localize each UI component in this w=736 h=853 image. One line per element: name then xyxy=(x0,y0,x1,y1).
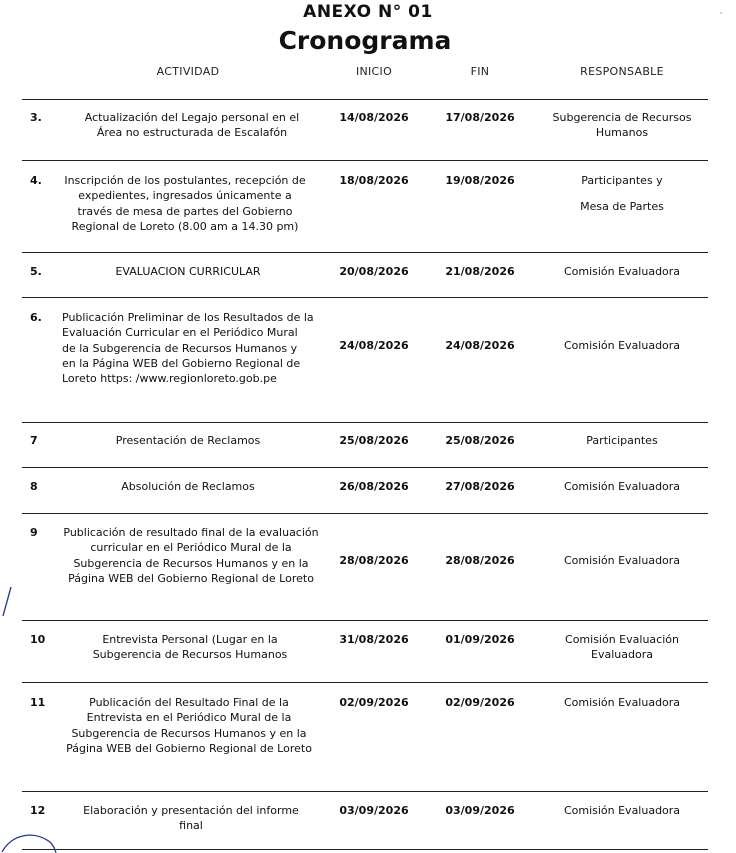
row-responsible: Comisión Evaluadora xyxy=(563,554,681,567)
row-end-date: 21/08/2026 xyxy=(445,265,515,278)
row-responsible-line-2: Mesa de Partes xyxy=(580,200,664,213)
column-header-fin: FIN xyxy=(470,65,490,78)
row-number: 10 xyxy=(30,633,46,646)
row-end-date: 27/08/2026 xyxy=(445,480,515,493)
row-responsible: Comisión Evaluadora xyxy=(563,696,681,709)
row-start-date: 03/09/2026 xyxy=(339,804,409,817)
row-start-date: 25/08/2026 xyxy=(339,434,409,447)
table-divider xyxy=(22,682,708,683)
page-title: Cronograma xyxy=(278,26,452,55)
table-divider xyxy=(22,160,708,161)
row-activity: Absolución de Reclamos xyxy=(121,480,255,493)
column-header-responsable: RESPONSABLE xyxy=(580,65,664,78)
row-responsible: Comisión Evaluadora xyxy=(563,265,681,278)
table-divider xyxy=(22,620,708,621)
row-responsible: Comisión Evaluadora xyxy=(563,480,681,493)
table-divider xyxy=(22,849,708,850)
row-activity: EVALUACION CURRICULAR xyxy=(115,265,261,278)
row-number: 11 xyxy=(30,696,46,709)
row-activity: Entrevista Personal (Lugar en la Subgerencia de Recursos Humanos xyxy=(92,633,288,662)
table-divider xyxy=(22,252,708,253)
row-responsible: Participantes xyxy=(586,434,658,447)
row-end-date: 03/09/2026 xyxy=(445,804,515,817)
annex-heading: ANEXO N° 01 xyxy=(303,2,433,22)
row-number: 12 xyxy=(30,804,46,817)
table-divider xyxy=(22,513,708,514)
row-responsible: Subgerencia de Recursos Humanos xyxy=(552,111,692,140)
row-start-date: 24/08/2026 xyxy=(339,339,409,352)
row-end-date: 28/08/2026 xyxy=(445,554,515,567)
row-activity: Publicación de resultado final de la evaluación curricular en el Periódico Mural de la Subgerencia de Recursos Humanos y en la Página WEB del Gobierno Regional de Loreto xyxy=(63,526,319,585)
row-start-date: 20/08/2026 xyxy=(339,265,409,278)
row-responsible: Comisión Evaluación Evaluadora xyxy=(565,633,679,662)
row-activity: Presentación de Reclamos xyxy=(115,434,261,447)
table-divider xyxy=(22,791,708,792)
row-end-date: 25/08/2026 xyxy=(445,434,515,447)
row-activity: Elaboración y presentación del informe final xyxy=(83,804,299,833)
column-header-inicio: INICIO xyxy=(355,65,393,78)
row-end-date: 01/09/2026 xyxy=(445,633,515,646)
row-end-date: 24/08/2026 xyxy=(445,339,515,352)
scan-speck xyxy=(716,8,726,18)
row-number: 4. xyxy=(30,174,42,187)
row-activity: Publicación Preliminar de los Resultados de la Evaluación Curricular en el Periódico Mural de la Subgerencia de Recursos Humanos y en la Página WEB del Gobierno Regional de Loreto https: /www.regionloreto.gob.pe xyxy=(62,311,314,386)
row-responsible: Comisión Evaluadora xyxy=(563,804,681,817)
row-responsible: Participantes y xyxy=(581,174,663,187)
row-start-date: 28/08/2026 xyxy=(339,554,409,567)
row-start-date: 26/08/2026 xyxy=(339,480,409,493)
row-end-date: 02/09/2026 xyxy=(445,696,515,709)
row-start-date: 02/09/2026 xyxy=(339,696,409,709)
row-number: 5. xyxy=(30,265,42,278)
row-start-date: 18/08/2026 xyxy=(339,174,409,187)
row-start-date: 31/08/2026 xyxy=(339,633,409,646)
row-number: 6. xyxy=(30,311,42,324)
row-end-date: 17/08/2026 xyxy=(445,111,515,124)
table-divider xyxy=(22,422,708,423)
signature-mark xyxy=(0,828,60,853)
row-number: 7 xyxy=(30,434,38,447)
row-number: 8 xyxy=(30,480,38,493)
table-divider xyxy=(22,99,708,100)
row-responsible: Comisión Evaluadora xyxy=(563,339,681,352)
row-number: 9 xyxy=(30,526,38,539)
pen-stroke-mark xyxy=(0,585,14,619)
row-number: 3. xyxy=(30,111,42,124)
row-end-date: 19/08/2026 xyxy=(445,174,515,187)
row-activity: Inscripción de los postulantes, recepción de expedientes, ingresados únicamente a través de mesa de partes del Gobierno Regional de Loreto (8.00 am a 14.30 pm) xyxy=(64,174,306,233)
row-start-date: 14/08/2026 xyxy=(339,111,409,124)
row-activity: Publicación del Resultado Final de la Entrevista en el Periódico Mural de la Subgerencia de Recursos Humanos y en la Página WEB del Gobierno Regional de Loreto xyxy=(66,696,312,755)
table-divider xyxy=(22,467,708,468)
table-divider xyxy=(22,297,708,298)
column-header-actividad: ACTIVIDAD xyxy=(156,65,220,78)
row-activity: Actualización del Legajo personal en el Área no estructurada de Escalafón xyxy=(84,111,300,140)
